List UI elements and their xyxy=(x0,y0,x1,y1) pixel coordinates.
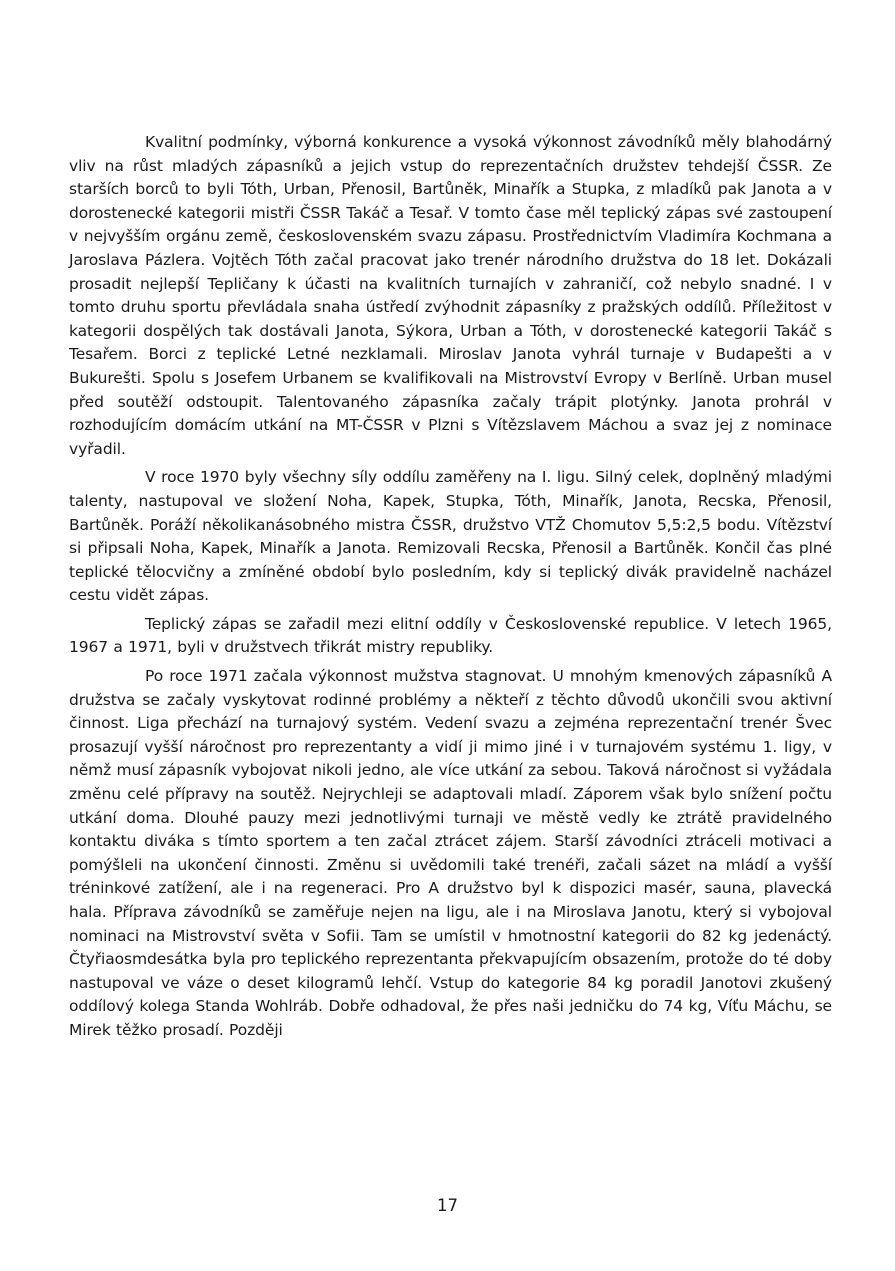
page-number: 17 xyxy=(437,1196,458,1215)
paragraph-2: V roce 1970 byly všechny síly oddílu zaměřeny na I. ligu. Silný celek, doplněný mladými talenty, nastupoval ve složení Noha, Kapek, Stupka, Tóth, Minařík, Janota, Recska, Přenosil, Bartůněk. Poráží několikanásobného mistra ČSSR, družstvo VTŽ Chomutov 5,5:2,5 bodu. Vítězství si připsali Noha, Kapek, Minařík a Janota. Remizovali Recska, Přenosil a Bartůněk. Končil čas plné teplické tělocvičny a zmíněné období bylo posledním, kdy si teplický divák pravidelně nacházel cestu vidět zápas. xyxy=(69,468,832,605)
paragraph-3: Teplický zápas se zařadil mezi elitní oddíly v Československé republice. V letech 1965, 1967 a 1971, byli v družstvech třikrát mistry republiky. xyxy=(69,614,832,657)
page-body xyxy=(69,131,832,1048)
paragraph-4: Po roce 1971 začala výkonnost mužstva stagnovat. U mnohým kmenových zápasníků A družstva se začaly vyskytovat rodinné problémy a někteří z těchto důvodů ukončili svou aktivní činnost. Liga přechází na turnajový systém. Vedení svazu a zejména reprezentační trenér Švec prosazují vyšší náročnost pro reprezentanty a vidí ji mimo jiné i v turnajovém systému 1. ligy, v němž musí zápasník vybojovat nikoli jedno, ale více utkání za sebou. Taková náročnost si vyžádala změnu celé přípravy na soutěž. Nejrychleji se adaptovali mladí. Záporem však bylo snížení počtu utkání doma. Dlouhé pauzy mezi jednotlivými turnaji ve městě vedly ke ztrátě pravidelného kontaktu diváka s tímto sportem a ten začal ztrácet zájem. Starší závodníci ztráceli motivaci a pomýšleli na ukončení činnosti. Změnu si uvědomili také trenéři, začali sázet na mládí a vyšší tréninkové zatížení, ale i na regeneraci. Pro A družstvo byl k dispozici masér, sauna, plavecká hala. Příprava závodníků se zaměřuje nejen na ligu, ale i na Miroslava Janotu, který si vybojoval nominaci na Mistrovství světa v Sofii. Tam se umístil v hmotnostní kategorii do 82 kg jedenáctý. Čtyřiaosmdesátka byla pro teplického reprezentanta překvapujícím obsazením, protože do té doby nastupoval ve váze o deset kilogramů lehčí. Vstup do kategorie 84 kg poradil Janotovi zkušený oddílový kolega Standa Wohlráb. Dobře odhadoval, že přes naši jedničku do 74 kg, Víťu Máchu, se Mirek těžko prosadí. Později xyxy=(69,667,832,1039)
paragraph-1: Kvalitní podmínky, výborná konkurence a vysoká výkonnost závodníků měly blahodárný vliv na růst mladých zápasníků a jejich vstup do reprezentačních družstev tehdejší ČSSR. Ze starších borců to byli Tóth, Urban, Přenosil, Bartůněk, Minařík a Stupka, z mladíků pak Janota a v dorostenecké kategorii mistři ČSSR Takáč a Tesař. V tomto čase měl teplický zápas své zastoupení v nejvyšším orgánu země, československém svazu zápasu. Prostřednictvím Vladimíra Kochmana a Jaroslava Pázlera. Vojtěch Tóth začal pracovat jako trenér národního družstva do 18 let. Dokázali prosadit nejlepší Tepličany k účasti na kvalitních turnajích v zahraničí, což nebylo snadné. I v tomto druhu sportu převládala snaha ústředí zvýhodnit zápasníky z pražských oddílů. Příležitost v kategorii dospělých tak dostávali Janota, Sýkora, Urban a Tóth, v dorostenecké kategorii Takáč s Tesařem. Borci z teplické Letné nezklamali. Miroslav Janota vyhrál turnaje v Budapešti a v Bukurešti. Spolu s Josefem Urbanem se kvalifikovali na Mistrovství Evropy v Berlíně. Urban musel před soutěží odstoupit. Talentovaného zápasníka začaly trápit plotýnky. Janota prohrál v rozhodujícím domácím utkání na MT-ČSSR v Plzni s Vítězslavem Máchou a svaz jej z nominace vyřadil. xyxy=(69,133,832,458)
